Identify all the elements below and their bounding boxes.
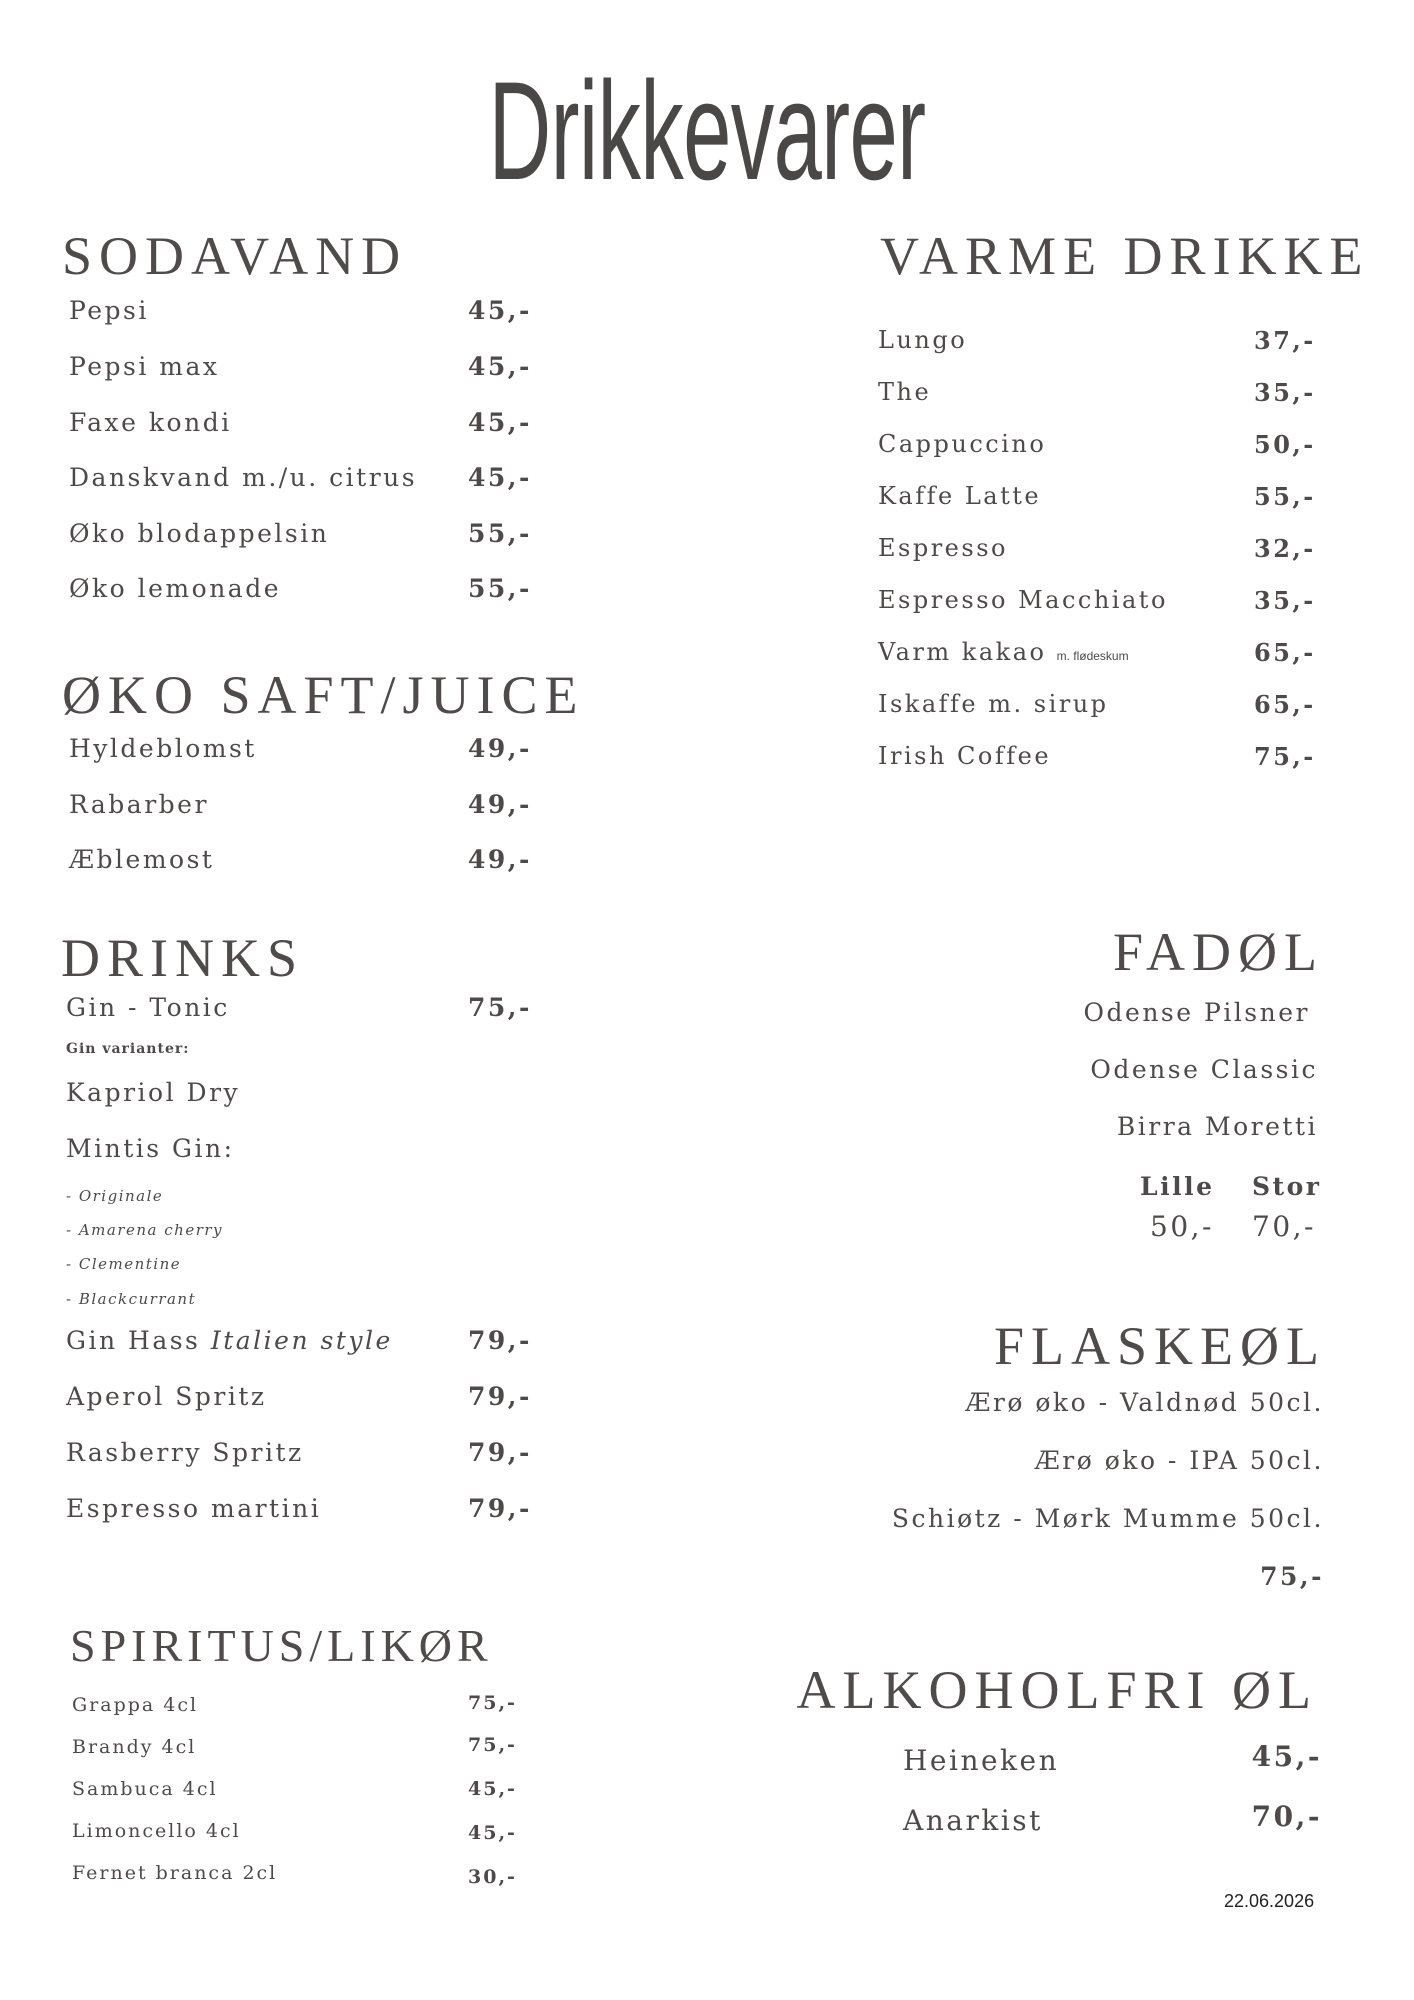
menu-item-name: Anarkist <box>903 1804 1043 1837</box>
menu-item-price: 45,- <box>468 408 532 437</box>
menu-item-name: Limoncello 4cl <box>72 1820 241 1842</box>
menu-item-name: Aperol Spritz <box>66 1382 267 1411</box>
menu-item-name <box>66 1326 393 1355</box>
beer-name: Odense Pilsner <box>1083 998 1310 1027</box>
menu-item-name: Fernet branca 2cl <box>72 1862 278 1884</box>
menu-item-name: Rabarber <box>69 790 209 819</box>
menu-item-price: 65,- <box>1254 690 1316 719</box>
menu-item-price: 79,- <box>468 1326 532 1355</box>
menu-item-name: Øko blodappelsin <box>69 519 330 548</box>
gin-variant: - Clementine <box>66 1255 182 1273</box>
page-title: Drikkevarer <box>488 52 926 209</box>
menu-item-price: 49,- <box>468 845 532 874</box>
menu-item-name: Øko lemonade <box>69 574 281 603</box>
beer-name: Ærø øko - Valdnød 50cl. <box>965 1388 1324 1417</box>
menu-item-price: 30,- <box>468 1866 517 1888</box>
menu-item-name: Lungo <box>878 326 968 354</box>
menu-item-name: Æblemost <box>69 845 215 874</box>
gin-hass-style: Italien style <box>210 1326 393 1355</box>
menu-item-price: 79,- <box>468 1494 532 1523</box>
menu-item-price: 79,- <box>468 1438 532 1467</box>
menu-item-name: Heineken <box>903 1744 1060 1777</box>
menu-item-name: Irish Coffee <box>878 742 1052 770</box>
section-heading-flaskeol: FLASKEØL <box>993 1316 1326 1376</box>
gin-variant: - Originale <box>66 1187 164 1205</box>
beer-name: Birra Moretti <box>1116 1112 1318 1141</box>
beer-name: Ærø øko - IPA 50cl. <box>1034 1446 1324 1475</box>
menu-item-price: 75,- <box>1254 742 1316 771</box>
menu-item-name: Danskvand m./u. citrus <box>69 463 418 492</box>
menu-item-price: 45,- <box>1251 1740 1322 1773</box>
menu-item-price: 75,- <box>468 993 532 1022</box>
menu-item-name: Espresso Macchiato <box>878 586 1168 614</box>
menu-item-name: Gin - Tonic <box>66 993 230 1022</box>
size-label-stor: Stor <box>1252 1172 1322 1201</box>
size-label-lille: Lille <box>1140 1172 1215 1201</box>
menu-item-name: Grappa 4cl <box>72 1694 199 1716</box>
menu-item-price: 55,- <box>468 574 532 603</box>
menu-item-price: 35,- <box>1254 586 1316 615</box>
menu-item-name: Espresso <box>878 534 1008 562</box>
menu-item-price: 45,- <box>468 463 532 492</box>
section-heading-drinks: DRINKS <box>61 928 305 988</box>
menu-item-price: 45,- <box>468 1822 517 1844</box>
gin-hass-name: Gin Hass <box>66 1326 201 1355</box>
beer-name: Odense Classic <box>1090 1055 1318 1084</box>
menu-item-name: Kapriol Dry <box>66 1078 241 1107</box>
menu-item-name <box>878 638 1129 666</box>
menu-item-price: 75,- <box>468 1734 517 1756</box>
menu-item-price: 55,- <box>468 519 532 548</box>
menu-item-name: Kaffe Latte <box>878 482 1042 510</box>
size-price-lille: 50,- <box>1150 1210 1214 1243</box>
menu-item-price: 37,- <box>1254 326 1316 355</box>
menu-item-name: Sambuca 4cl <box>72 1778 218 1800</box>
menu-item-name: Espresso martini <box>66 1494 322 1523</box>
varm-kakao-name: Varm kakao <box>878 638 1047 666</box>
section-heading-alkoholfri: ALKOHOLFRI ØL <box>796 1660 1318 1720</box>
menu-item-price: 49,- <box>468 790 532 819</box>
menu-item-name: Brandy 4cl <box>72 1736 197 1758</box>
menu-item-price: 50,- <box>1254 430 1316 459</box>
menu-item-price: 55,- <box>1254 482 1316 511</box>
menu-item-name: Cappuccino <box>878 430 1047 458</box>
varm-kakao-note: m. flødeskum <box>1056 649 1129 663</box>
menu-item-name: Rasberry Spritz <box>66 1438 304 1467</box>
menu-item-price: 45,- <box>468 352 532 381</box>
date-stamp: 22.06.2026 <box>1224 1891 1315 1911</box>
section-heading-varme: VARME DRIKKE <box>880 226 1370 286</box>
menu-item-name: Iskaffe m. sirup <box>878 690 1109 718</box>
menu-item-price: 79,- <box>468 1382 532 1411</box>
menu-item-price: 35,- <box>1254 378 1316 407</box>
section-heading-spiritus: SPIRITUS/LIKØR <box>70 1620 493 1671</box>
menu-item-price: 70,- <box>1251 1800 1322 1833</box>
menu-item-price: 75,- <box>468 1692 517 1714</box>
section-heading-saft: ØKO SAFT/JUICE <box>62 665 585 725</box>
section-heading-fadol: FADØL <box>1112 922 1324 982</box>
menu-item-price: 45,- <box>468 1778 517 1800</box>
gin-varianter-label: Gin varianter: <box>66 1041 190 1057</box>
menu-item-price: 32,- <box>1254 534 1316 563</box>
menu-item-name: Pepsi <box>69 296 149 325</box>
menu-item-name: Mintis Gin: <box>66 1134 235 1163</box>
menu-item-name: Faxe kondi <box>69 408 232 437</box>
menu-item-name: Pepsi max <box>69 352 220 381</box>
menu-item-price: 65,- <box>1254 638 1316 667</box>
menu-item-name: Hyldeblomst <box>69 734 257 763</box>
section-heading-sodavand: SODAVAND <box>62 226 408 286</box>
beer-name: Schiøtz - Mørk Mumme 50cl. <box>891 1504 1324 1533</box>
flaskeol-price: 75,- <box>1260 1562 1324 1591</box>
gin-variant: - Blackcurrant <box>66 1290 197 1308</box>
menu-item-price: 49,- <box>468 734 532 763</box>
size-price-stor: 70,- <box>1252 1210 1316 1243</box>
gin-variant: - Amarena cherry <box>66 1221 224 1239</box>
menu-item-price: 45,- <box>468 296 532 325</box>
menu-item-name: The <box>878 378 932 406</box>
